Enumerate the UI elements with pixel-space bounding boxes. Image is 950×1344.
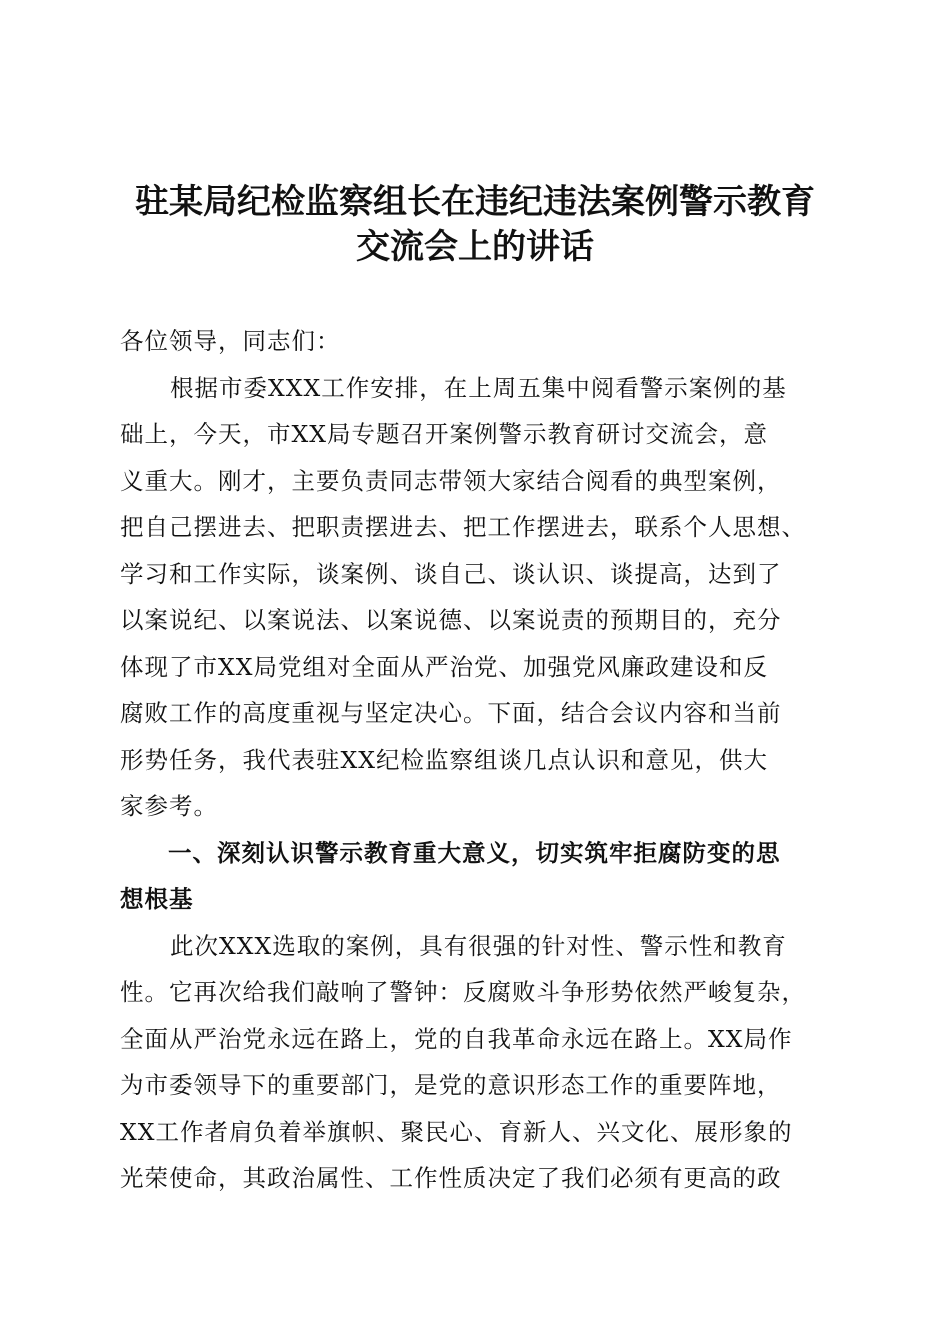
paragraph-line: XX工作者肩负着举旗帜、聚民心、育新人、兴文化、展形象的	[120, 1117, 793, 1146]
document-title-line-2: 交流会上的讲话	[356, 227, 594, 267]
paragraph-line: 性。它再次给我们敲响了警钟：反腐败斗争形势依然严峻复杂，	[120, 978, 806, 1006]
paragraph-line: 全面从严治党永远在路上，党的自我革命永远在路上。XX局作	[120, 1024, 793, 1053]
paragraph-line: 家参考。	[120, 792, 218, 820]
paragraph-line: 为市委领导下的重要部门，是党的意识形态工作的重要阵地，	[120, 1071, 782, 1099]
paragraph-line: 根据市委XXX工作安排，在上周五集中阅看警示案例的基	[170, 373, 787, 402]
paragraph-line: 义重大。刚才，主要负责同志带领大家结合阅看的典型案例，	[120, 466, 782, 495]
paragraph-line: 形势任务，我代表驻XX纪检监察组谈几点认识和意见，供大	[120, 745, 768, 774]
document-title-line-1: 驻某局纪检监察组长在违纪违法案例警示教育	[135, 182, 815, 222]
paragraph-line: 以案说纪、以案说法、以案说德、以案说责的预期目的，充分	[120, 606, 782, 634]
salutation: 各位领导，同志们：	[120, 327, 341, 355]
section-heading-line: 一、深刻认识警示教育重大意义，切实筑牢拒腐防变的思	[168, 838, 781, 867]
paragraph-line: 腐败工作的高度重视与坚定决心。下面，结合会议内容和当前	[120, 699, 782, 727]
paragraph-line: 此次XXX选取的案例，具有很强的针对性、警示性和教育	[170, 931, 787, 960]
section-heading-line: 想根基	[120, 885, 194, 913]
paragraph-line: 学习和工作实际，谈案例、谈自己、谈认识、谈提高，达到了	[120, 559, 782, 588]
document-body	[120, 318, 830, 1202]
paragraph-line: 把自己摆进去、把职责摆进去、把工作摆进去，联系个人思想、	[120, 513, 806, 541]
paragraph-line: 础上，今天，市XX局专题召开案例警示教育研讨交流会，意	[120, 420, 768, 448]
paragraph-line: 体现了市XX局党组对全面从严治党、加强党风廉政建设和反	[120, 652, 768, 681]
paragraph-line: 光荣使命，其政治属性、工作性质决定了我们必须有更高的政	[120, 1164, 782, 1192]
